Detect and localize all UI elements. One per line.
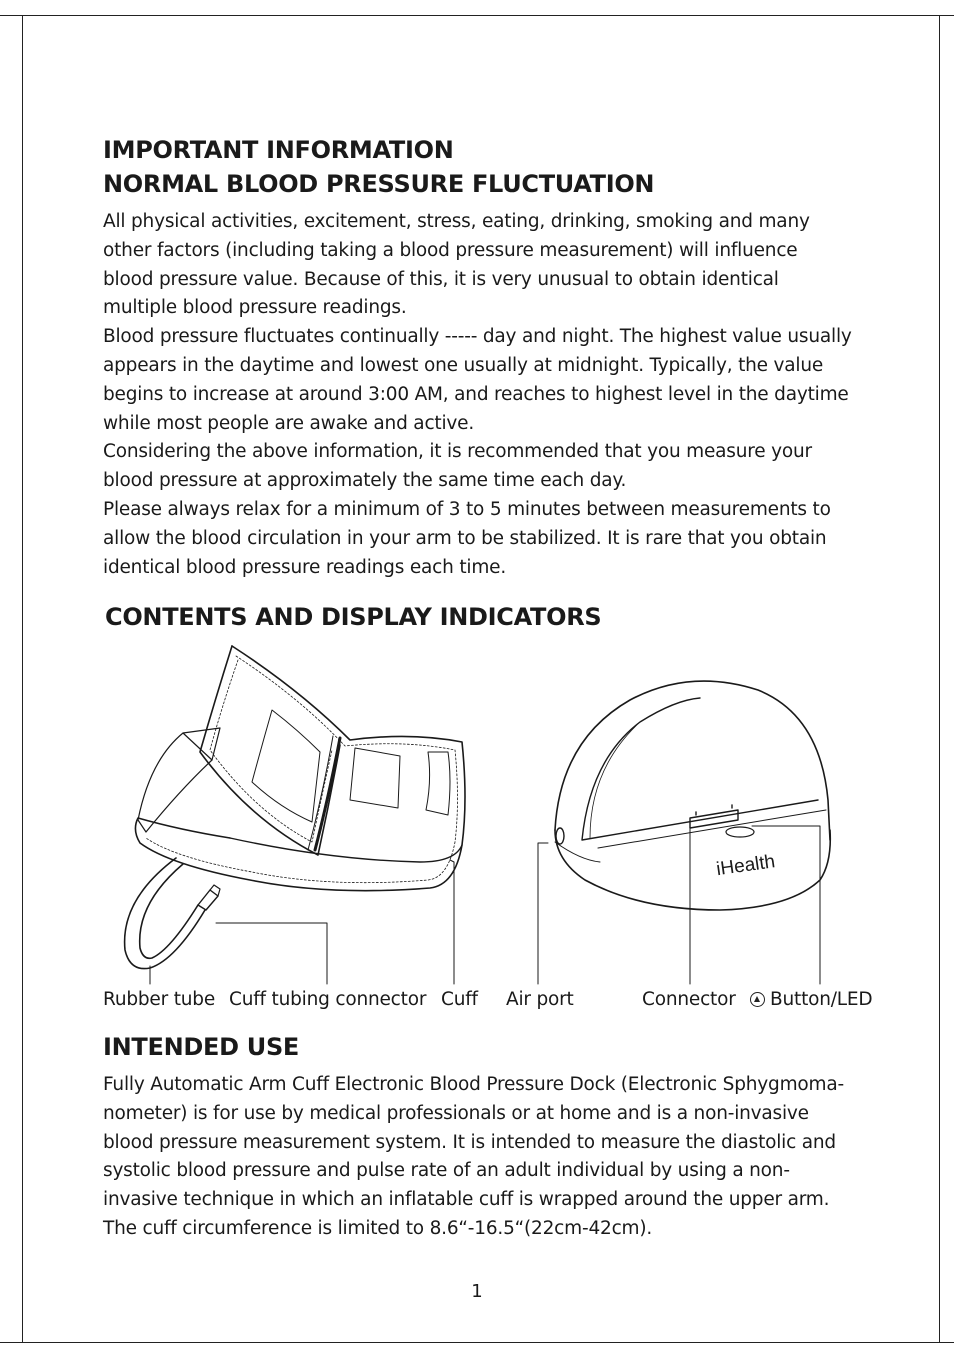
bp-fluctuation-title: NORMAL BLOOD PRESSURE FLUCTUATION xyxy=(103,170,655,198)
label-button-led-text: Button/LED xyxy=(770,989,873,1010)
dock-illustration xyxy=(538,681,830,984)
dock-button-led xyxy=(726,827,754,837)
contents-title: CONTENTS AND DISPLAY INDICATORS xyxy=(105,603,602,631)
paragraph: Considering the above information, it is recommended that you measure your blood pressure at approximately the same time each day. xyxy=(103,441,812,492)
label-connector: Connector xyxy=(642,989,736,1010)
dock-brand-text: iHealth xyxy=(714,851,777,881)
cuff-d-ring xyxy=(315,738,340,850)
cuff-bottom xyxy=(230,838,462,862)
cuff-outer-inner-line xyxy=(146,656,458,883)
cuff-outer xyxy=(135,646,465,891)
cuff-right-seam xyxy=(426,752,450,815)
intended-use-body xyxy=(103,1071,853,1244)
leader-cuff-connector xyxy=(216,923,327,984)
cuff-flap-stitch xyxy=(210,660,332,842)
dock-air-port xyxy=(556,828,564,844)
dock-rim xyxy=(555,842,600,862)
label-rubber-tube: Rubber tube xyxy=(103,989,216,1010)
dock-cradle xyxy=(582,698,818,840)
leader-cuff xyxy=(450,860,454,984)
cuff-velcro-panel xyxy=(252,710,320,822)
important-info-title: IMPORTANT INFORMATION xyxy=(103,136,454,164)
dock-connector xyxy=(690,810,738,828)
paragraph: Blood pressure fluctuates continually ----- day and night. The highest value usually appears in the daytime and lowest one usually at midnight. Typically, the value begins to increase at around 3:00 AM, and reaches to highest level in the daytime while most people are awake and active. xyxy=(103,326,852,434)
cuff-right-panel xyxy=(350,748,400,808)
dock-base xyxy=(555,830,830,910)
label-air-port: Air port xyxy=(506,989,574,1010)
page-number: 1 xyxy=(471,1281,483,1302)
intended-use-title: INTENDED USE xyxy=(103,1033,300,1061)
button-power-icon xyxy=(750,992,765,1007)
tubing-connector xyxy=(198,890,218,910)
paragraph: All physical activities, excitement, stress, eating, drinking, smoking and many other factors (including taking a blood pressure measurement) will influence blood pressure value. Because of this, it is very unusual to obtain identical multiple blood pressure readings. xyxy=(103,211,810,319)
leader-air-port xyxy=(538,843,548,984)
label-cuff-tubing-connector: Cuff tubing connector xyxy=(229,989,427,1010)
paragraph: Please always relax for a minimum of 3 to 5 minutes between measurements to allow the blood circulation in your arm to be stabilized. It is rare that you obtain identical blood pressure readings each time. xyxy=(103,498,831,578)
label-cuff: Cuff xyxy=(441,989,478,1010)
cuff-illustration xyxy=(125,646,465,984)
paragraph: Fully Automatic Arm Cuff Electronic Blood Pressure Dock (Electronic Sphygmoma-nometer) is for use by medical professionals or at home and is a non-invasive blood pressure measurement system. It is intended to measure the diastolic and systolic blood pressure and pulse rate of an adult individual by using a non-invasive technique in which an inflatable cuff is wrapped around the upper arm. The cuff circumference is limited to 8.6“-16.5“(22cm-42cm). xyxy=(103,1074,844,1239)
label-button-led xyxy=(750,988,872,1012)
